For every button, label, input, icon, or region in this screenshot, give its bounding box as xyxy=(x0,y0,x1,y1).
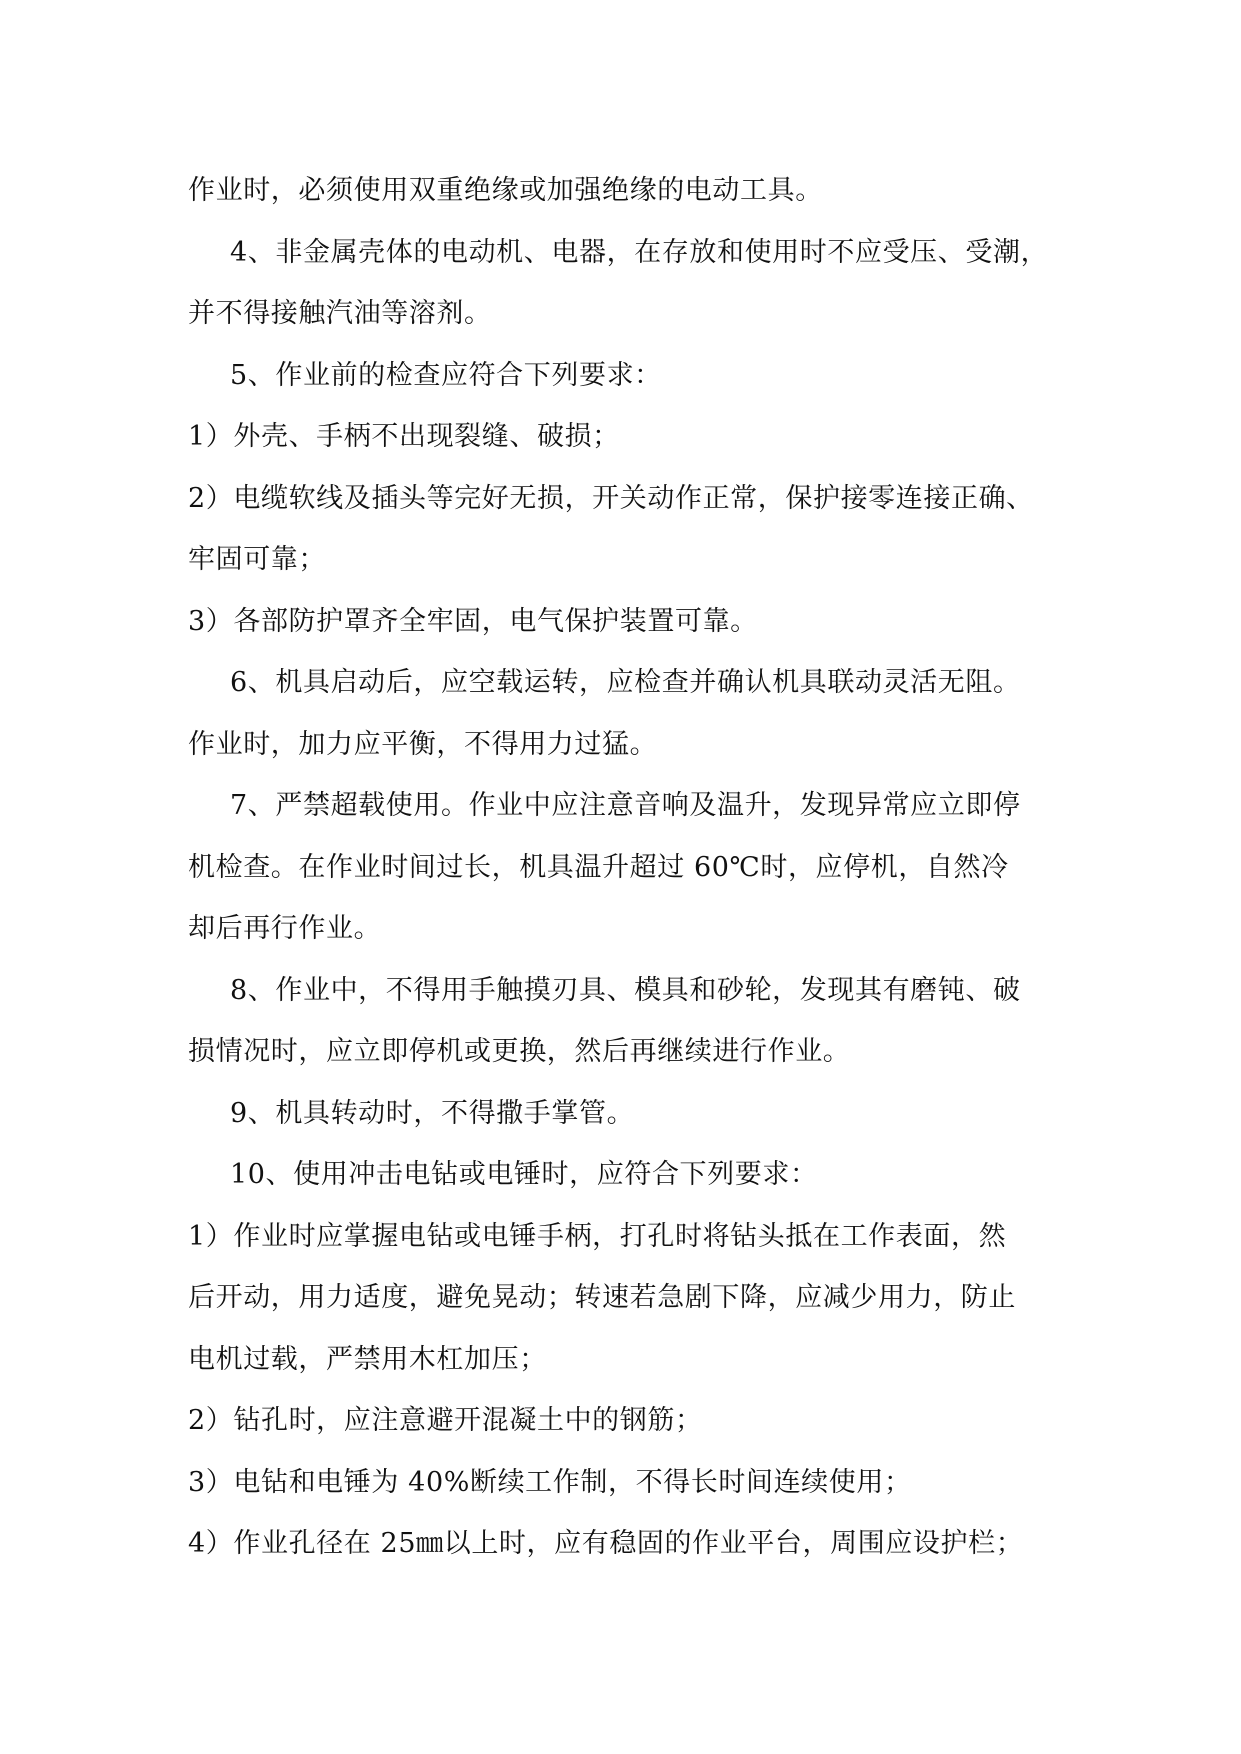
text-line: 后开动，用力适度，避免晃动；转速若急剧下降，应减少用力，防止 xyxy=(188,1282,1016,1313)
text-line: 3）电钻和电锤为 40%断续工作制，不得长时间连续使用； xyxy=(188,1466,912,1498)
text-line: 6、机具启动后，应空载运转，应检查并确认机具联动灵活无阻。 xyxy=(230,667,1021,698)
text-line: 损情况时，应立即停机或更换，然后再继续进行作业。 xyxy=(188,1036,851,1067)
text-line: 8、作业中，不得用手触摸刃具、模具和砂轮，发现其有磨钝、破 xyxy=(230,974,1021,1006)
text-line: 机检查。在作业时间过长，机具温升超过 60℃时，应停机，自然冷 xyxy=(188,851,1009,883)
text-line: 却后再行作业。 xyxy=(188,913,382,944)
text-line: 并不得接触汽油等溶剂。 xyxy=(188,298,492,329)
text-line: 3）各部防护罩齐全牢固，电气保护装置可靠。 xyxy=(188,605,758,637)
document-body xyxy=(188,160,1058,1575)
text-line: 9、机具转动时，不得撒手掌管。 xyxy=(230,1097,635,1129)
text-line: 作业时，加力应平衡，不得用力过猛。 xyxy=(188,728,658,760)
text-line: 1）作业时应掌握电钻或电锤手柄，打孔时将钻头抵在工作表面，然 xyxy=(188,1220,1007,1252)
text-line: 作业时，必须使用双重绝缘或加强绝缘的电动工具。 xyxy=(188,175,823,206)
text-line: 10、使用冲击电钻或电锤时，应符合下列要求： xyxy=(230,1159,818,1190)
text-line: 4）作业孔径在 25㎜以上时，应有稳固的作业平台，周围应设护栏； xyxy=(188,1528,1024,1559)
text-line: 5、作业前的检查应符合下列要求： xyxy=(230,359,662,391)
text-line: 牢固可靠； xyxy=(188,544,326,575)
text-line: 2）电缆软线及插头等完好无损，开关动作正常，保护接零连接正确、 xyxy=(188,482,1034,514)
text-line: 电机过载，严禁用木杠加压； xyxy=(188,1343,547,1375)
text-line: 7、严禁超载使用。作业中应注意音响及温升，发现异常应立即停 xyxy=(230,790,1021,821)
text-line: 1）外壳、手柄不出现裂缝、破损； xyxy=(188,421,620,452)
text-line: 2）钻孔时，应注意避开混凝土中的钢筋； xyxy=(188,1405,703,1436)
text-line: 4、非金属壳体的电动机、电器，在存放和使用时不应受压、受潮， xyxy=(230,236,1049,268)
